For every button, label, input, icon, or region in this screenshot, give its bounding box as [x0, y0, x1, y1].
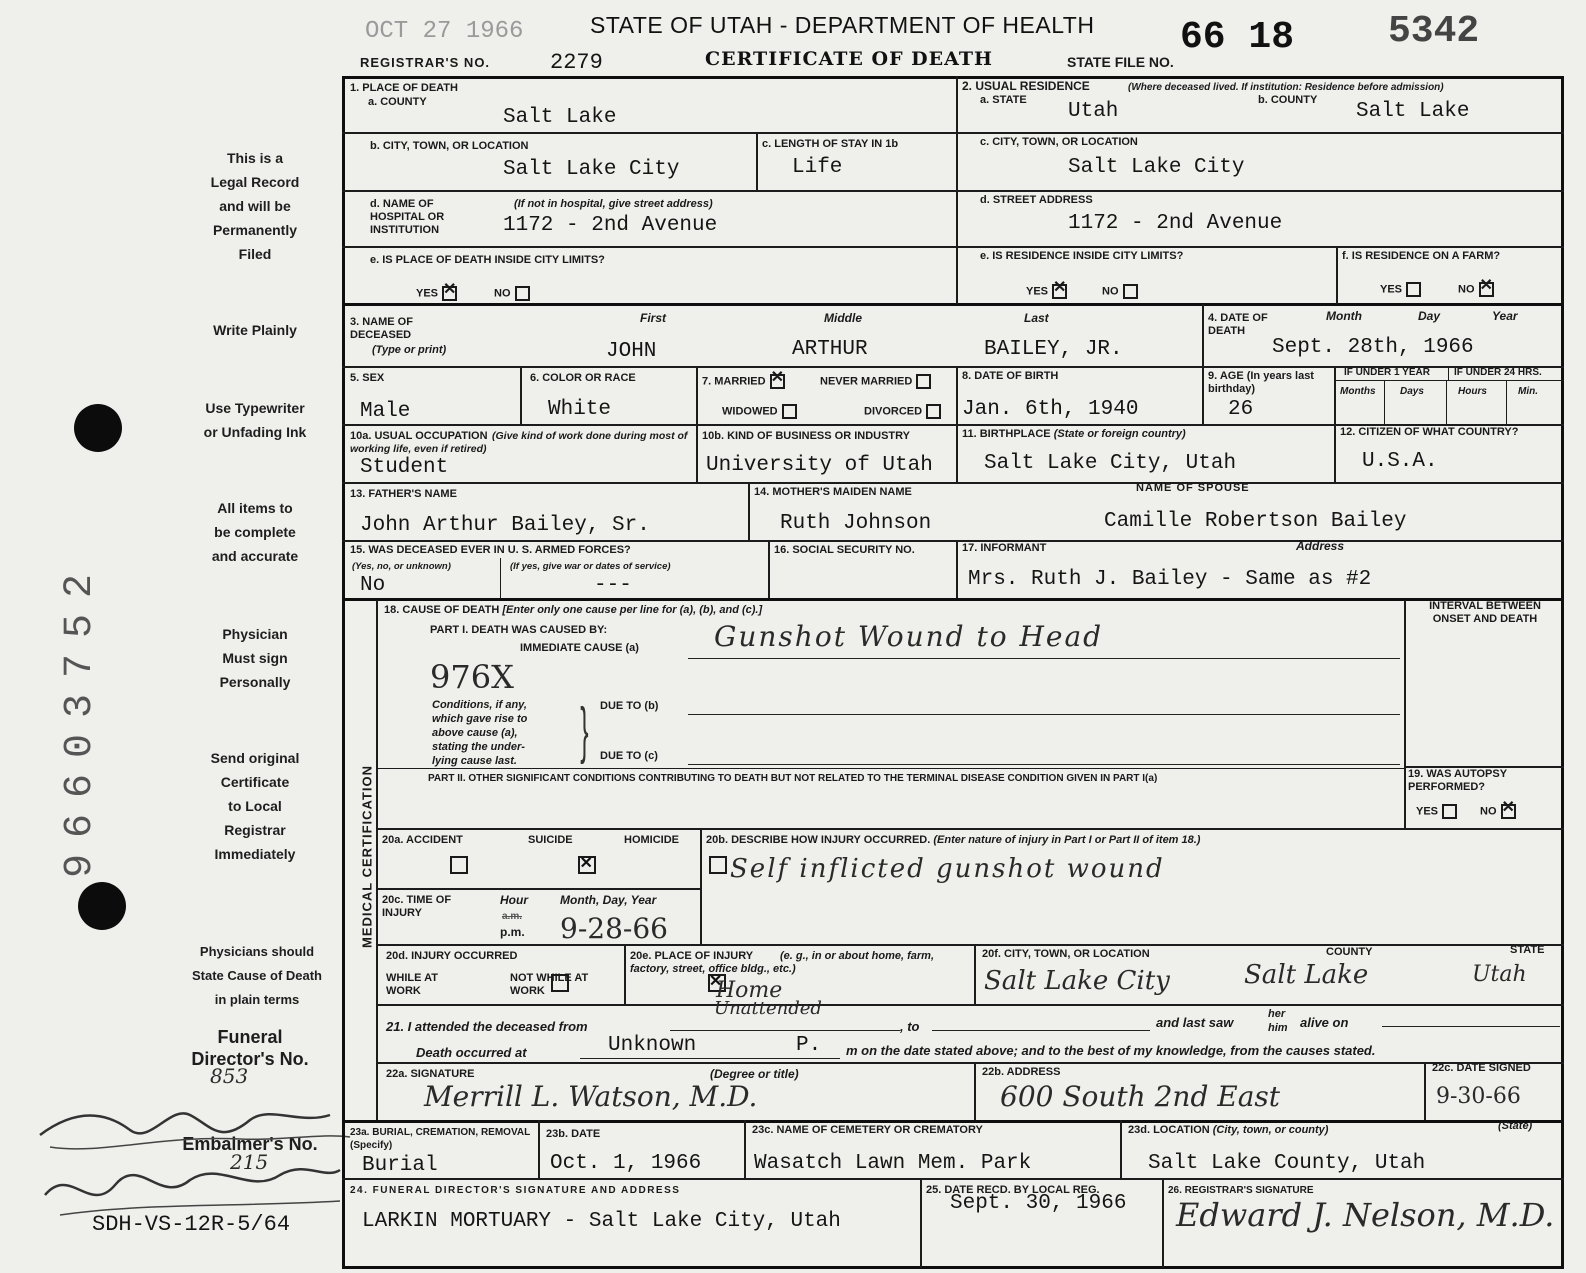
homicide-label: HOMICIDE: [624, 834, 679, 846]
checkbox-checked-icon[interactable]: [442, 286, 457, 301]
checkbox-checked-icon[interactable]: [770, 374, 785, 389]
business-label: 10b. KIND OF BUSINESS OR INDUSTRY: [702, 430, 911, 442]
funeral-director-no-label: Funeral Director's No.: [191, 1027, 309, 1069]
signature-label: 22a. SIGNATURE: [386, 1068, 475, 1080]
describe-injury-label: 20b. DESCRIBE HOW INJURY OCCURRED. (Enter nature of injury in Part I or Part II of item 18.): [706, 834, 1201, 846]
punch-hole-bottom: [78, 882, 126, 930]
hours-label: Hours: [1458, 386, 1487, 397]
name-hint: (Type or print): [372, 344, 447, 356]
state-file-no-a: 66 18: [1180, 16, 1295, 59]
father-name: John Arthur Bailey, Sr.: [360, 514, 650, 537]
date-signed: 9-30-66: [1436, 1084, 1521, 1109]
autopsy-label: 19. WAS AUTOPSY PERFORMED?: [1408, 768, 1507, 793]
disposition-date: Oct. 1, 1966: [550, 1152, 702, 1175]
due-to-c-label: DUE TO (c): [600, 750, 658, 762]
immediate-cause: Gunshot Wound to Head: [714, 620, 1104, 653]
attended-label: 21. I attended the deceased from: [386, 1019, 588, 1034]
date-of-death: Sept. 28th, 1966: [1272, 336, 1474, 359]
part-1-label: PART I. DEATH WAS CAUSED BY:: [430, 624, 608, 636]
married-option[interactable]: 7. MARRIED✕: [702, 374, 785, 389]
sidebar-physician-sign: Physician Must sign Personally: [219, 626, 291, 690]
checkbox-empty-icon[interactable]: [515, 286, 530, 301]
funeral-director-label: 24. FUNERAL DIRECTOR'S SIGNATURE AND ADDRESS: [350, 1185, 681, 1196]
year-label: Year: [1492, 309, 1518, 323]
registrar-signature-label: 26. REGISTRAR'S SIGNATURE: [1168, 1185, 1314, 1196]
checkbox-empty-icon[interactable]: [1123, 284, 1138, 299]
date-signed-label: 22c. DATE SIGNED: [1432, 1062, 1531, 1074]
burial: Burial: [362, 1154, 438, 1177]
occupation-label: 10a. USUAL OCCUPATION: [350, 430, 488, 442]
punch-hole-top: [74, 404, 122, 452]
armed-forces: No: [360, 574, 386, 597]
checkbox-checked-icon[interactable]: [1479, 282, 1494, 297]
last-name-label: Last: [1024, 311, 1049, 325]
residence-city: Salt Lake City: [1068, 156, 1245, 179]
residence-county: Salt Lake: [1356, 100, 1470, 123]
attended-value: Unattended: [714, 998, 822, 1019]
autopsy-yes[interactable]: YES: [1416, 804, 1457, 819]
conditions-hint: Conditions, if any, which gave rise to above cause (a), stating the under- lying cause last.: [432, 699, 528, 767]
date-of-birth-label: 8. DATE OF BIRTH: [962, 370, 1059, 382]
physician-address: 600 South 2nd East: [1000, 1080, 1281, 1113]
embalmer-no-label: Embalmer's No.: [182, 1134, 318, 1154]
min-label: Min.: [1518, 386, 1538, 397]
suicide-checkbox[interactable]: [578, 856, 596, 874]
informant: Mrs. Ruth J. Bailey - Same as #2: [968, 568, 1372, 591]
armed-hint-b: (If yes, give war or dates of service): [510, 561, 671, 572]
vertical-serial-number: 96603752: [58, 557, 103, 879]
injury-occurred-label: 20d. INJURY OCCURRED: [386, 950, 518, 962]
interval-label: INTERVAL BETWEEN ONSET AND DEATH: [1429, 600, 1541, 625]
street-address-label: d. STREET ADDRESS: [980, 194, 1093, 206]
cemetery-label: 23c. NAME OF CEMETERY OR CREMATORY: [752, 1124, 983, 1136]
death-occurred-ampm: P.: [796, 1034, 822, 1057]
date-of-birth: Jan. 6th, 1940: [962, 398, 1139, 421]
name-label: 3. NAME OF DECEASED: [350, 316, 413, 341]
race: White: [548, 398, 612, 421]
residence-inside-city-label: e. IS RESIDENCE INSIDE CITY LIMITS?: [980, 250, 1184, 262]
residence-inside-city-no[interactable]: NO: [1102, 284, 1138, 299]
injury-state-label: STATE: [1510, 944, 1545, 956]
form-title: STATE OF UTAH - DEPARTMENT OF HEALTH: [590, 12, 1095, 38]
residence-inside-city-yes[interactable]: YES✕: [1026, 284, 1067, 299]
place-of-injury-label: 20e. PLACE OF INJURY: [630, 950, 754, 962]
location-state-hint: (State): [1498, 1120, 1533, 1132]
funeral-director-no: 853: [210, 1064, 249, 1088]
homicide-checkbox[interactable]: [709, 856, 727, 874]
never-married-option[interactable]: NEVER MARRIED: [820, 374, 931, 389]
received-stamp: OCT 27 1966: [365, 18, 524, 45]
place-of-injury-hint: (e. g., in or about home, farm, factory, street, office bldg., etc.): [630, 950, 935, 975]
hour-label: Hour: [500, 893, 528, 907]
time-of-injury-label: 20c. TIME OF INJURY: [382, 894, 452, 919]
injury-county: Salt Lake: [1244, 960, 1369, 990]
injury-date: 9-28-66: [560, 912, 668, 945]
date-of-death-label: 4. DATE OF DEATH: [1208, 312, 1268, 337]
occupation-hint: (Give kind of work done during most of working life, even if retired): [350, 430, 688, 455]
citizen-label: 12. CITIZEN OF WHAT COUNTRY?: [1340, 426, 1519, 438]
him-label: him: [1268, 1022, 1288, 1034]
cause-label: 18. CAUSE OF DEATH [Enter only one cause per line for (a), (b), and (c).]: [384, 604, 763, 616]
sidebar-typewriter: Use Typewriter or Unfading Ink: [203, 400, 307, 440]
sidebar-legal-record: This is a Legal Record and will be Permanently Filed: [210, 150, 300, 262]
age-label: 9. AGE (In years last birthday): [1208, 370, 1314, 395]
certificate-title: CERTIFICATE OF DEATH: [705, 48, 993, 70]
date-received: Sept. 30, 1966: [950, 1192, 1127, 1215]
mother-label: 14. MOTHER'S MAIDEN NAME: [754, 486, 912, 498]
part-2-label: PART II. OTHER SIGNIFICANT CONDITIONS CONTRIBUTING TO DEATH BUT NOT RELATED TO THE TERMINAL DISEASE CONDITION GIVEN IN PART I(a): [428, 773, 1158, 784]
cemetery: Wasatch Lawn Mem. Park: [754, 1152, 1032, 1175]
spouse-name: Camille Robertson Bailey: [1104, 510, 1407, 533]
immediate-cause-label: IMMEDIATE CAUSE (a): [520, 642, 639, 654]
injury-city: Salt Lake City: [984, 966, 1170, 996]
am-label: a.m.: [502, 911, 523, 922]
farm-label: f. IS RESIDENCE ON A FARM?: [1342, 250, 1501, 262]
registrar-no: 2279: [550, 50, 603, 75]
residence-county-label: b. COUNTY: [1258, 94, 1318, 106]
checkbox-empty-icon[interactable]: [782, 404, 797, 419]
sidebar-send-original: Send original Certificate to Local Registrar Immediately: [210, 750, 300, 862]
first-name-label: First: [640, 311, 667, 325]
alive-on-label: alive on: [1300, 1015, 1349, 1030]
armed-dates: ---: [594, 574, 632, 597]
residence-city-label: c. CITY, TOWN, OR LOCATION: [980, 136, 1138, 148]
physician-signature: Merrill L. Watson, M.D.: [424, 1080, 758, 1113]
due-to-b-label: DUE TO (b): [600, 700, 659, 712]
month-day-year-label: Month, Day, Year: [560, 893, 657, 907]
sex: Male: [360, 400, 411, 423]
under-24-hrs-label: IF UNDER 24 HRS.: [1454, 367, 1542, 378]
days-label: Days: [1400, 386, 1424, 397]
injury-county-label: COUNTY: [1326, 946, 1373, 958]
injury-city-label: 20f. CITY, TOWN, OR LOCATION: [982, 948, 1150, 960]
physician-address-label: 22b. ADDRESS: [982, 1066, 1061, 1078]
registrar-signature: Edward J. Nelson, M.D.: [1176, 1196, 1555, 1234]
form-code: SDH-VS-12R-5/64: [92, 1212, 291, 1237]
item-2-label: 2. USUAL RESIDENCE: [962, 79, 1090, 93]
age: 26: [1228, 398, 1254, 421]
death-inside-city-no[interactable]: NO: [494, 286, 530, 301]
pm-label: p.m.: [500, 925, 525, 939]
attended-to-label: , to: [900, 1019, 920, 1034]
birthplace: Salt Lake City, Utah: [984, 452, 1237, 475]
accident-label: 20a. ACCIDENT: [382, 834, 463, 846]
mother-name: Ruth Johnson: [780, 512, 932, 535]
death-occurred-time: Unknown: [608, 1034, 697, 1057]
father-label: 13. FATHER'S NAME: [350, 488, 457, 500]
date-received-label: 25. DATE RECD. BY LOCAL REG.: [926, 1184, 1100, 1196]
sidebar-complete: All items to be complete and accurate: [211, 500, 299, 564]
sex-label: 5. SEX: [350, 372, 385, 384]
checkbox-empty-icon[interactable]: [926, 404, 941, 419]
brace-icon: }: [580, 696, 589, 765]
ssn-label: 16. SOCIAL SECURITY NO.: [774, 544, 915, 556]
farm-yes[interactable]: YES: [1380, 282, 1421, 297]
state-file-label: STATE FILE NO.: [1067, 54, 1174, 70]
city-of-death-label: b. CITY, TOWN, OR LOCATION: [370, 140, 529, 152]
sidebar-write-plainly: Write Plainly: [213, 322, 297, 338]
hospital-hint: (If not in hospital, give street address): [514, 198, 713, 210]
hospital-address: 1172 - 2nd Avenue: [503, 214, 718, 237]
sidebar-physicians-should: Physicians should State Cause of Death in plain terms: [191, 944, 323, 1007]
her-label: her: [1268, 1008, 1286, 1020]
birthplace-label: 11. BIRTHPLACE (State or foreign country): [962, 428, 1186, 440]
death-occurred-label: Death occurred at: [416, 1045, 527, 1060]
embalmer-no: 215: [230, 1150, 269, 1174]
item-1-label: 1. PLACE OF DEATH: [350, 82, 458, 94]
certifier-statement: m on the date stated above; and to the best of my knowledge, from the causes stated.: [846, 1043, 1376, 1058]
city-of-death: Salt Lake City: [503, 158, 680, 181]
not-while-at-work-label: NOT WHILE AT WORK: [510, 972, 589, 997]
death-inside-city-yes[interactable]: YES✕: [416, 286, 457, 301]
race-label: 6. COLOR OR RACE: [530, 372, 636, 384]
funeral-director: LARKIN MORTUARY - Salt Lake City, Utah: [362, 1210, 841, 1233]
checkbox-empty-icon[interactable]: [1406, 282, 1421, 297]
length-of-stay-label: c. LENGTH OF STAY IN 1b: [762, 138, 899, 150]
cause-code: 976X: [430, 658, 514, 696]
month-label: Month: [1326, 309, 1362, 323]
informant-address-label: Address: [1296, 539, 1345, 553]
checkbox-checked-icon[interactable]: [1501, 804, 1516, 819]
checkbox-checked-icon[interactable]: [1052, 284, 1067, 299]
months-label: Months: [1340, 386, 1376, 397]
location-label: 23d. LOCATION (City, town, or county): [1128, 1124, 1329, 1136]
suicide-label: SUICIDE: [528, 834, 573, 846]
divorced-option[interactable]: DIVORCED: [864, 404, 941, 419]
sidebar-signatures: [20, 1075, 360, 1235]
registrar-no-label: REGISTRAR'S NO.: [360, 55, 491, 70]
accident-checkbox[interactable]: [450, 856, 468, 874]
residence-state: Utah: [1068, 100, 1119, 123]
armed-hint-a: (Yes, no, or unknown): [352, 561, 451, 572]
informant-label: 17. INFORMANT: [962, 542, 1047, 554]
county-of-death-label: a. COUNTY: [368, 96, 427, 108]
state-file-no-b: 5342: [1388, 10, 1480, 53]
day-label: Day: [1418, 309, 1441, 323]
checkbox-empty-icon[interactable]: [916, 374, 931, 389]
burial-label: 23a. BURIAL, CREMATION, REMOVAL (Specify): [350, 1127, 531, 1151]
residence-hint: (Where deceased lived. If institution: Residence before admission): [1128, 82, 1444, 93]
county-of-death: Salt Lake: [503, 106, 617, 129]
disposition-date-label: 23b. DATE: [546, 1128, 601, 1140]
residence-state-label: a. STATE: [980, 94, 1027, 106]
checkbox-empty-icon[interactable]: [1442, 804, 1457, 819]
business: University of Utah: [706, 454, 933, 477]
place-of-injury: Home: [716, 978, 783, 1003]
widowed-option[interactable]: WIDOWED: [722, 404, 797, 419]
farm-no[interactable]: NO✕: [1458, 282, 1494, 297]
last-saw-label: and last saw: [1156, 1015, 1234, 1030]
degree-label: (Degree or title): [710, 1067, 799, 1081]
length-of-stay: Life: [792, 156, 843, 179]
middle-name: ARTHUR: [792, 338, 868, 361]
under-1-year-label: IF UNDER 1 YEAR: [1344, 367, 1430, 378]
while-at-work-label: WHILE AT WORK: [386, 972, 438, 997]
hospital-label: d. NAME OF HOSPITAL OR INSTITUTION: [370, 198, 445, 236]
describe-injury: Self inflicted gunshot wound: [730, 854, 1165, 884]
location: Salt Lake County, Utah: [1148, 1152, 1426, 1175]
death-inside-city-label: e. IS PLACE OF DEATH INSIDE CITY LIMITS?: [370, 254, 605, 266]
middle-name-label: Middle: [824, 311, 862, 325]
spouse-label: NAME OF SPOUSE: [1136, 482, 1250, 494]
citizen: U.S.A.: [1362, 450, 1438, 473]
street-address: 1172 - 2nd Avenue: [1068, 212, 1283, 235]
injury-state: Utah: [1472, 962, 1527, 987]
last-name: BAILEY, JR.: [984, 338, 1123, 361]
medical-certification-label: MEDICAL CERTIFICATION: [359, 765, 375, 949]
occupation: Student: [360, 456, 449, 479]
armed-forces-label: 15. WAS DECEASED EVER IN U. S. ARMED FORCES?: [350, 544, 631, 556]
autopsy-no[interactable]: NO✕: [1480, 804, 1516, 819]
first-name: JOHN: [606, 340, 657, 363]
